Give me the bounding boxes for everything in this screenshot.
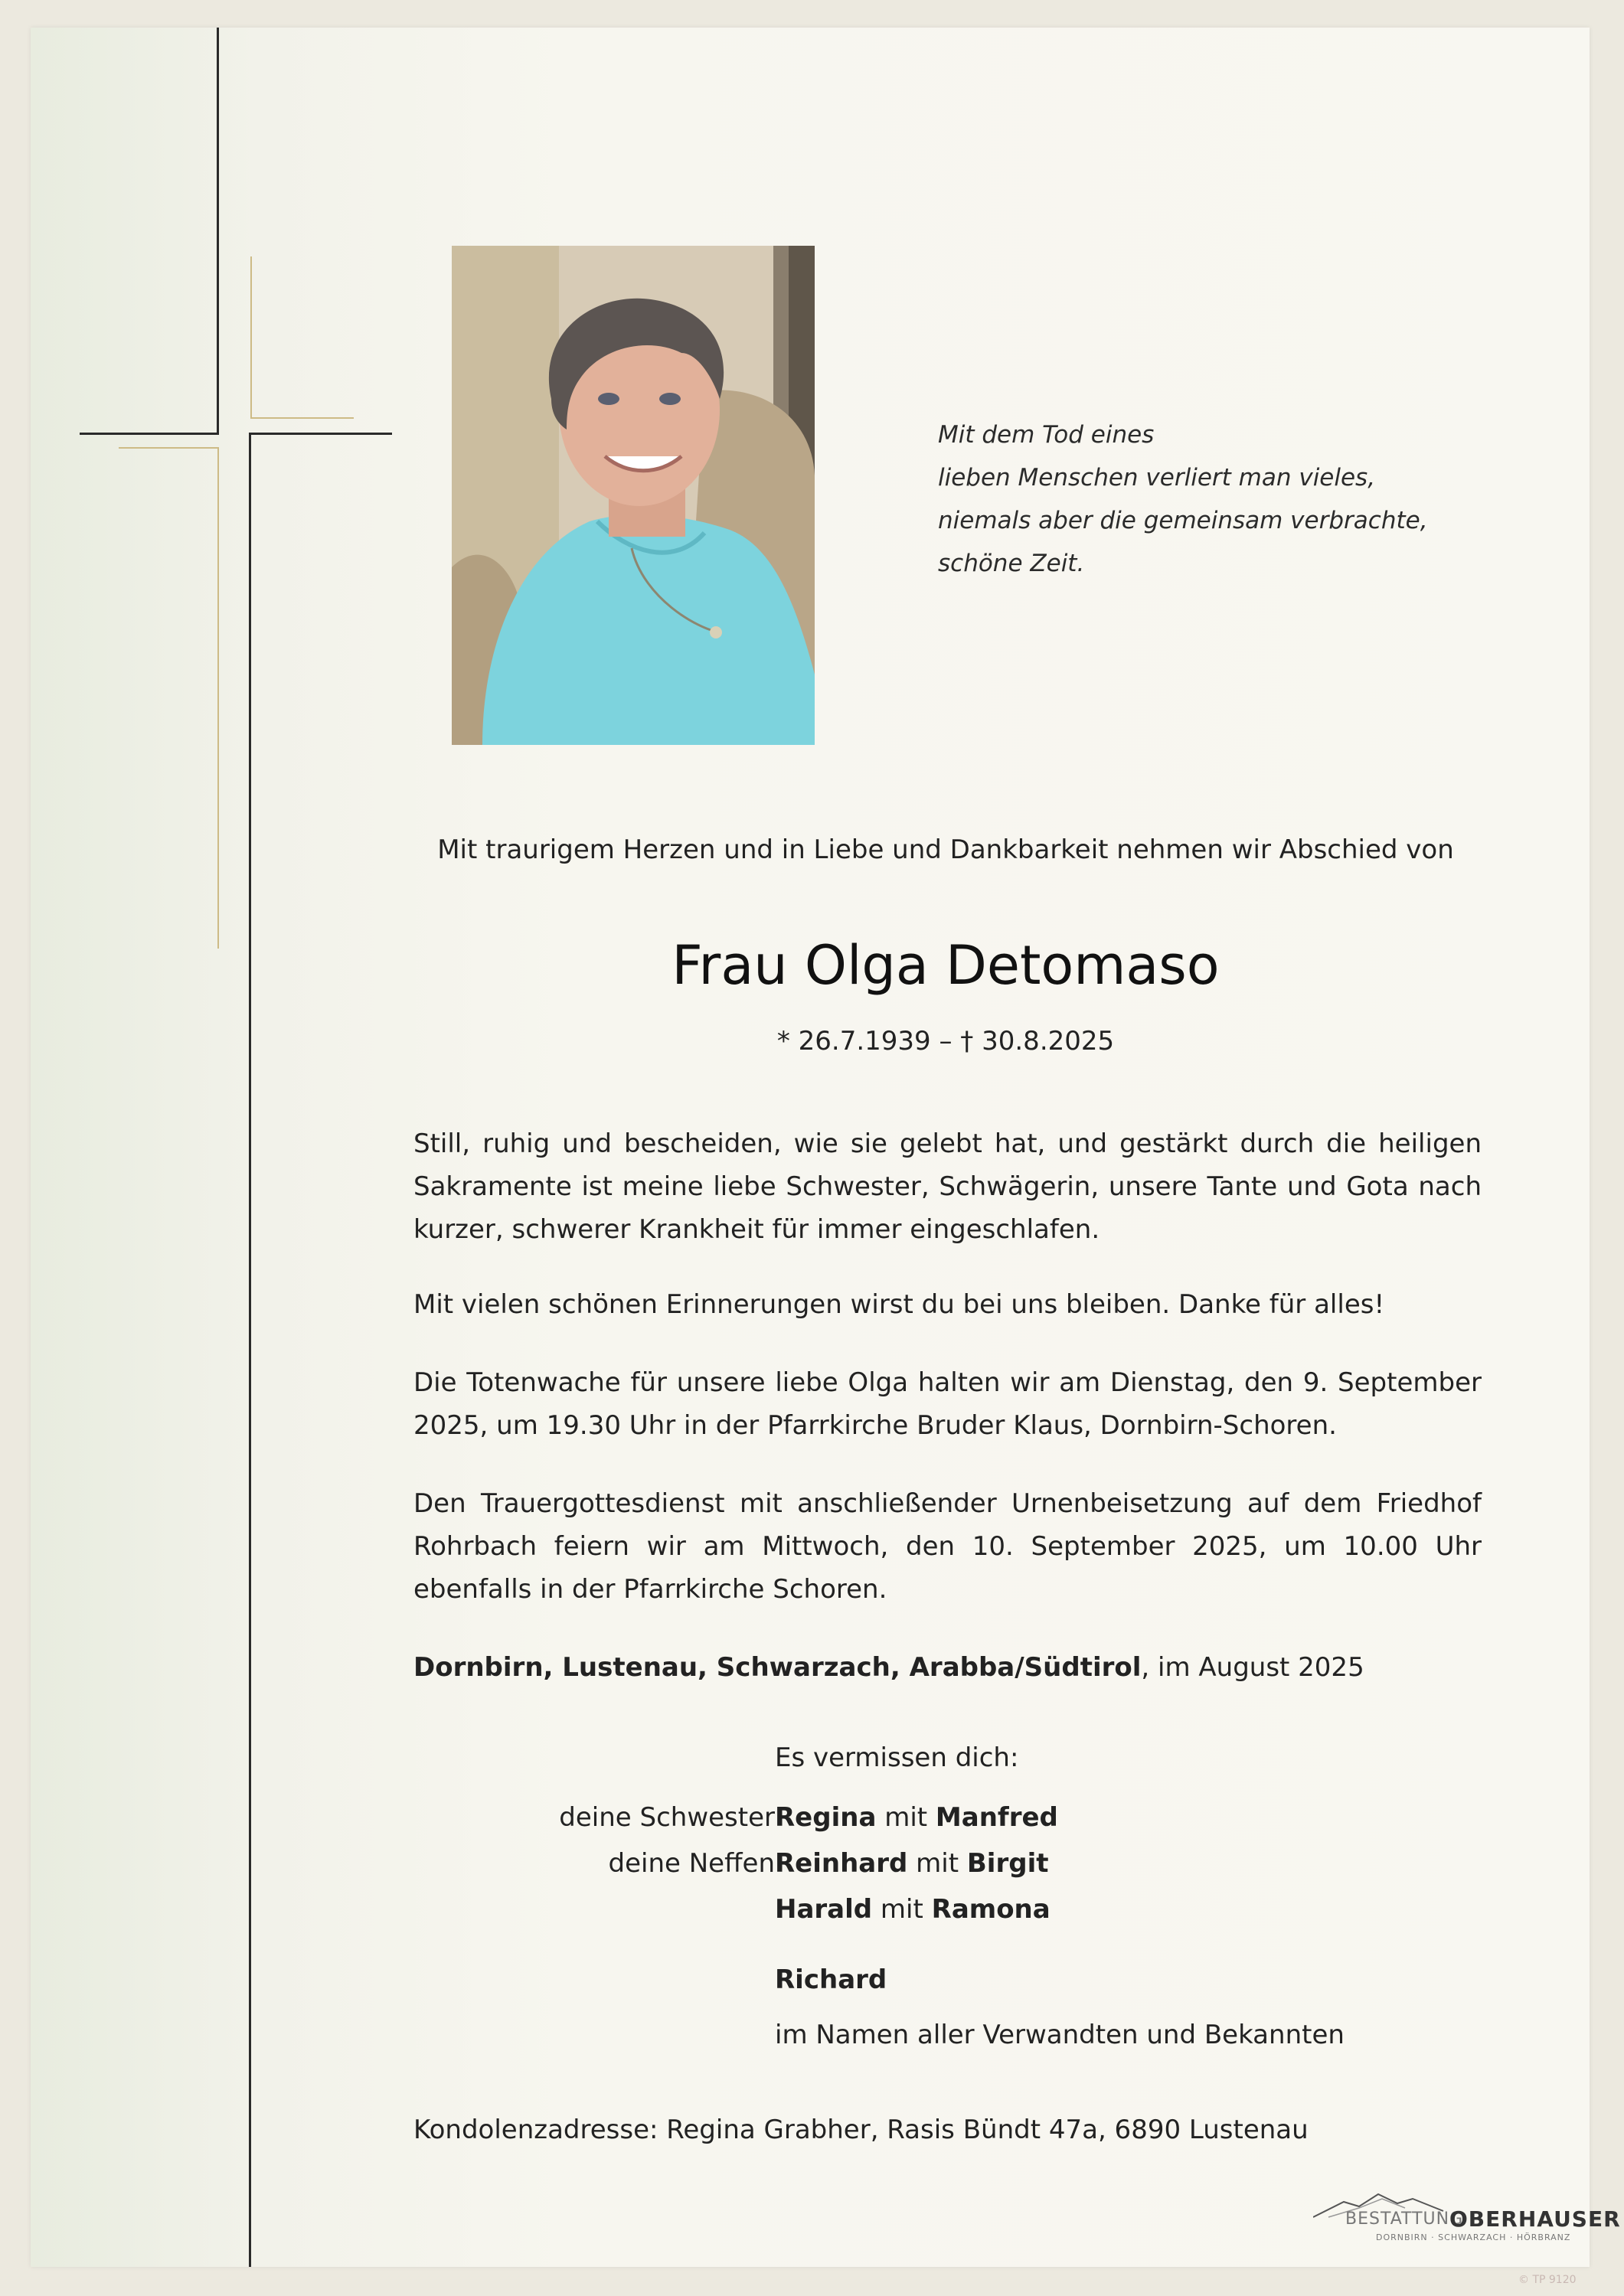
mourner-first: Reinhard: [775, 1848, 908, 1879]
mourner-connector: mit: [916, 1848, 959, 1879]
mourner-connector: mit: [884, 1802, 928, 1833]
mourner-second: Ramona: [931, 1894, 1051, 1925]
cross-horizontal-dark-left: [80, 433, 219, 435]
logo-name: OBERHAUSER: [1449, 2206, 1621, 2232]
mourner-first: Regina: [775, 1802, 877, 1833]
place-names: Dornbirn, Lustenau, Schwarzach, Arabba/Südtirol: [413, 1652, 1142, 1683]
memorial-quote: [938, 413, 1474, 585]
mourners-closing: im Namen aller Verwandten und Bekannten: [775, 2020, 1345, 2050]
mourner-names: [775, 1848, 1048, 1879]
paragraph-wake: Die Totenwache für unsere liebe Olga halten wir am Dienstag, den 9. September 2025, um 19.30 Uhr in der Pfarrkirche Bruder Klaus, Dornbirn-Schoren.: [413, 1367, 1482, 1441]
quote-line: niemals aber die gemeinsam verbrachte,: [938, 507, 1428, 534]
announcement-date: , im August 2025: [1141, 1652, 1364, 1683]
logo-locations: DORNBIRN · SCHWARZACH · HÖRBRANZ: [1376, 2232, 1571, 2242]
cross-horizontal-gold-left: [119, 447, 218, 449]
mourner-connector: mit: [880, 1894, 923, 1925]
cross-horizontal-dark-right: [249, 433, 392, 435]
mourner-relation: deine Schwester: [559, 1802, 775, 1833]
print-code: © TP 9120: [1518, 2274, 1577, 2286]
quote-line: Mit dem Tod eines: [938, 421, 1155, 449]
deceased-name: Frau Olga Detomaso: [671, 934, 1220, 997]
paragraph-funeral: Den Trauergottesdienst mit anschließender Urnenbeisetzung auf dem Friedhof Rohrbach feiern wir am Mittwoch, den 10. September 2025, um 10.00 Uhr ebenfalls in der Pfarrkirche Schoren.: [413, 1488, 1482, 1605]
mourner-single: [775, 1965, 887, 1995]
portrait-photo: [452, 246, 815, 745]
mourner-single-name: Richard: [775, 1965, 887, 1995]
cross-vertical-dark-lower: [249, 433, 251, 2267]
mourner-names: [775, 1894, 1051, 1925]
mourner-names: [775, 1802, 1058, 1833]
quote-line: schöne Zeit.: [938, 550, 1085, 577]
paragraph-memories: Mit vielen schönen Erinnerungen wirst du bei uns bleiben. Danke für alles!: [413, 1289, 1385, 1320]
paragraph-passing: Still, ruhig und bescheiden, wie sie gelebt hat, und gestärkt durch die heiligen Sakramente ist meine liebe Schwester, Schwägerin, unsere Tante und Gota nach kurzer, schwerer Krankheit für immer eingeschlafen.: [413, 1128, 1482, 1245]
funeral-home-logo: [1313, 2188, 1621, 2242]
place-and-date: [413, 1646, 1482, 1689]
mourner-first: Harald: [775, 1894, 873, 1925]
intro-text: Mit traurigem Herzen und in Liebe und Dankbarkeit nehmen wir Abschied von: [437, 834, 1454, 865]
mourners-heading: Es vermissen dich:: [775, 1742, 1019, 1773]
mourner-second: Manfred: [935, 1802, 1058, 1833]
cross-vertical-dark-upper: [217, 28, 219, 433]
cross-vertical-gold-lower: [217, 447, 219, 949]
mourner-relation: deine Neffen: [608, 1848, 775, 1879]
quote-line: lieben Menschen verliert man vieles,: [938, 464, 1376, 492]
condolence-address: Kondolenzadresse: Regina Grabher, Rasis Bündt 47a, 6890 Lustenau: [413, 2115, 1309, 2145]
logo-prefix: BESTATTUNG: [1345, 2209, 1464, 2229]
cross-horizontal-gold-right: [250, 417, 354, 419]
life-dates: * 26.7.1939 – † 30.8.2025: [776, 1026, 1115, 1057]
mourner-second: Birgit: [966, 1848, 1049, 1879]
cross-vertical-gold-upper: [250, 256, 252, 417]
